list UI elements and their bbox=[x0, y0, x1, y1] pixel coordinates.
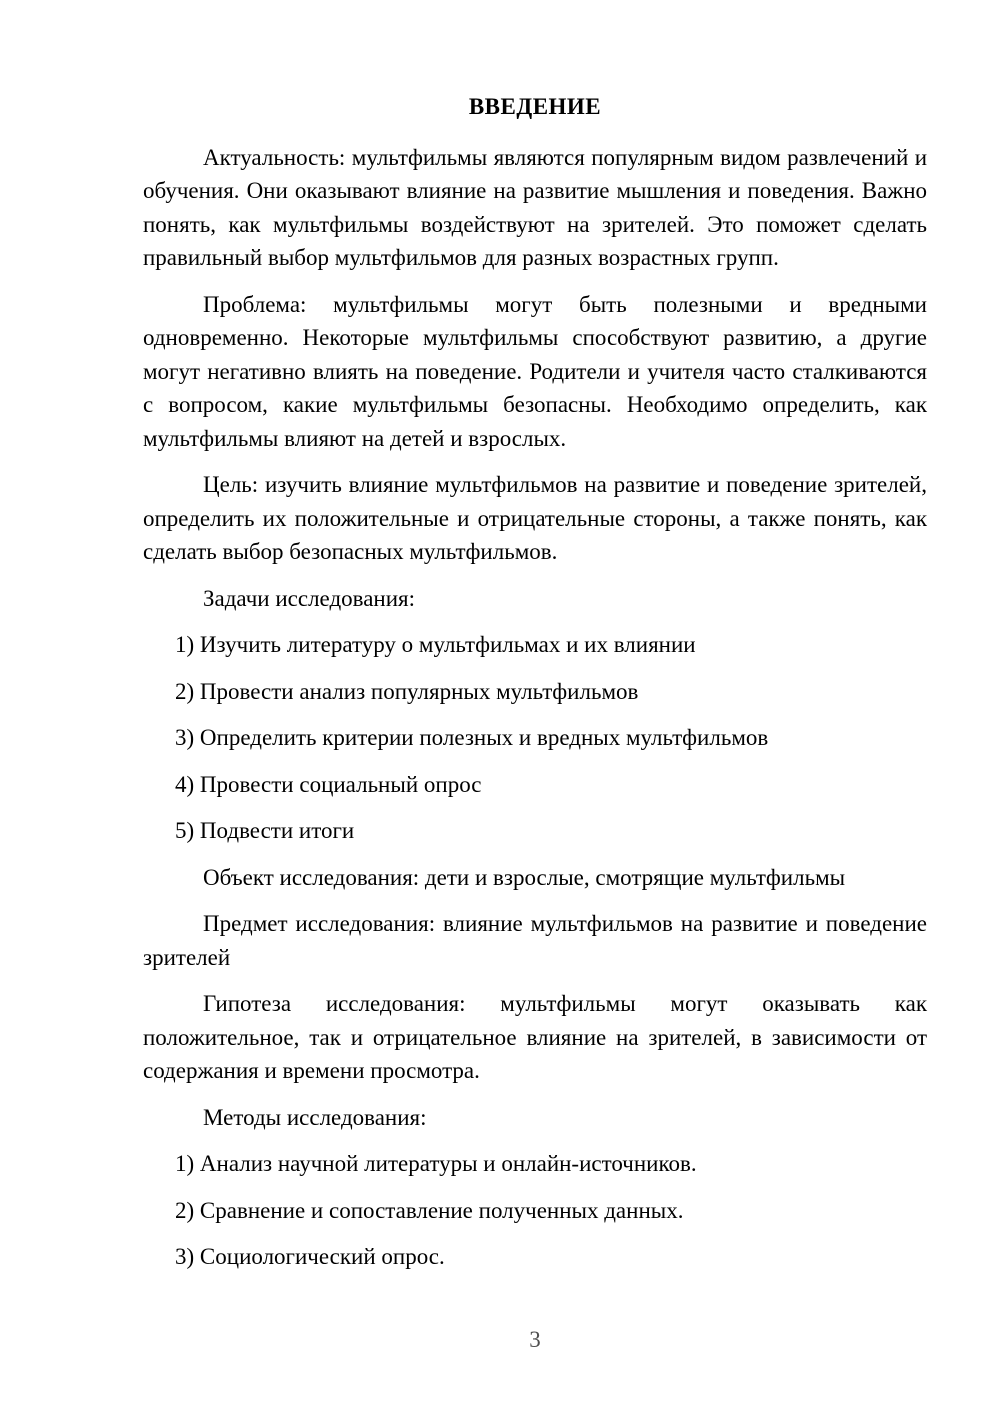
list-item-marker: 4) bbox=[175, 771, 195, 797]
list-item-marker: 1) bbox=[175, 1151, 195, 1176]
list-item bbox=[143, 1194, 927, 1228]
document-content bbox=[143, 141, 927, 1274]
list-item-marker: 3) bbox=[175, 725, 195, 750]
paragraph: Методы исследования: bbox=[203, 1104, 427, 1130]
list-item-text: Анализ научной литературы и онлайн-источников. bbox=[199, 1151, 697, 1176]
paragraph: Задачи исследования: bbox=[203, 585, 416, 611]
list-item-marker: 2) bbox=[175, 1197, 195, 1223]
list-item-text: Социологический опрос. bbox=[199, 1244, 445, 1269]
list-item-text: Сравнение и сопоставление полученных данных. bbox=[199, 1197, 684, 1223]
list-item-text: Провести социальный опрос bbox=[199, 771, 482, 797]
paragraph: Гипотеза исследования: мультфильмы могут оказывать как положительное, так и отрицательное влияние на зрителей, в зависимости от содержания и времени просмотра. bbox=[143, 991, 927, 1083]
list-item-text: Провести анализ популярных мультфильмов bbox=[199, 678, 639, 704]
list-item bbox=[143, 1240, 927, 1274]
list-item bbox=[143, 628, 927, 662]
document-body bbox=[143, 90, 927, 1287]
list-item-marker: 1) bbox=[175, 632, 195, 657]
page-number: 3 bbox=[529, 1327, 541, 1352]
list-item-marker: 2) bbox=[175, 678, 195, 704]
list-item bbox=[143, 675, 927, 709]
list-item bbox=[143, 721, 927, 755]
list-item bbox=[143, 814, 927, 848]
list-item-text: Изучить литературу о мультфильмах и их влиянии bbox=[199, 632, 696, 657]
paragraph: Объект исследования: дети и взрослые, смотрящие мультфильмы bbox=[203, 864, 846, 890]
paragraph: Цель: изучить влияние мультфильмов на развитие и поведение зрителей, определить их положительные и отрицательные стороны, а также понять, как сделать выбор безопасных мультфильмов. bbox=[143, 472, 927, 564]
list-item bbox=[143, 768, 927, 802]
paragraph: Актуальность: мультфильмы являются популярным видом развлечений и обучения. Они оказывают влияние на развитие мышления и поведения. Важно понять, как мультфильмы воздействуют на зрителей. Это поможет сделать правильный выбор мультфильмов для разных возрастных групп. bbox=[143, 144, 927, 270]
list-item-text: Подвести итоги bbox=[199, 818, 355, 843]
paragraph: Проблема: мультфильмы могут быть полезными и вредными одновременно. Некоторые мультфильмы способствуют развитию, а другие могут негативно влиять на поведение. Родители и учителя часто сталкиваются с вопросом, какие мультфильмы безопасны. Необходимо определить, как мультфильмы влияют на детей и взрослых. bbox=[143, 291, 927, 451]
list-item-marker: 5) bbox=[175, 818, 195, 843]
paragraph: Предмет исследования: влияние мультфильмов на развитие и поведение зрителей bbox=[143, 911, 927, 970]
list-item-marker: 3) bbox=[175, 1244, 195, 1269]
page-title: ВВЕДЕНИЕ bbox=[468, 94, 602, 119]
list-item-text: Определить критерии полезных и вредных мультфильмов bbox=[199, 725, 769, 750]
list-item bbox=[143, 1147, 927, 1181]
